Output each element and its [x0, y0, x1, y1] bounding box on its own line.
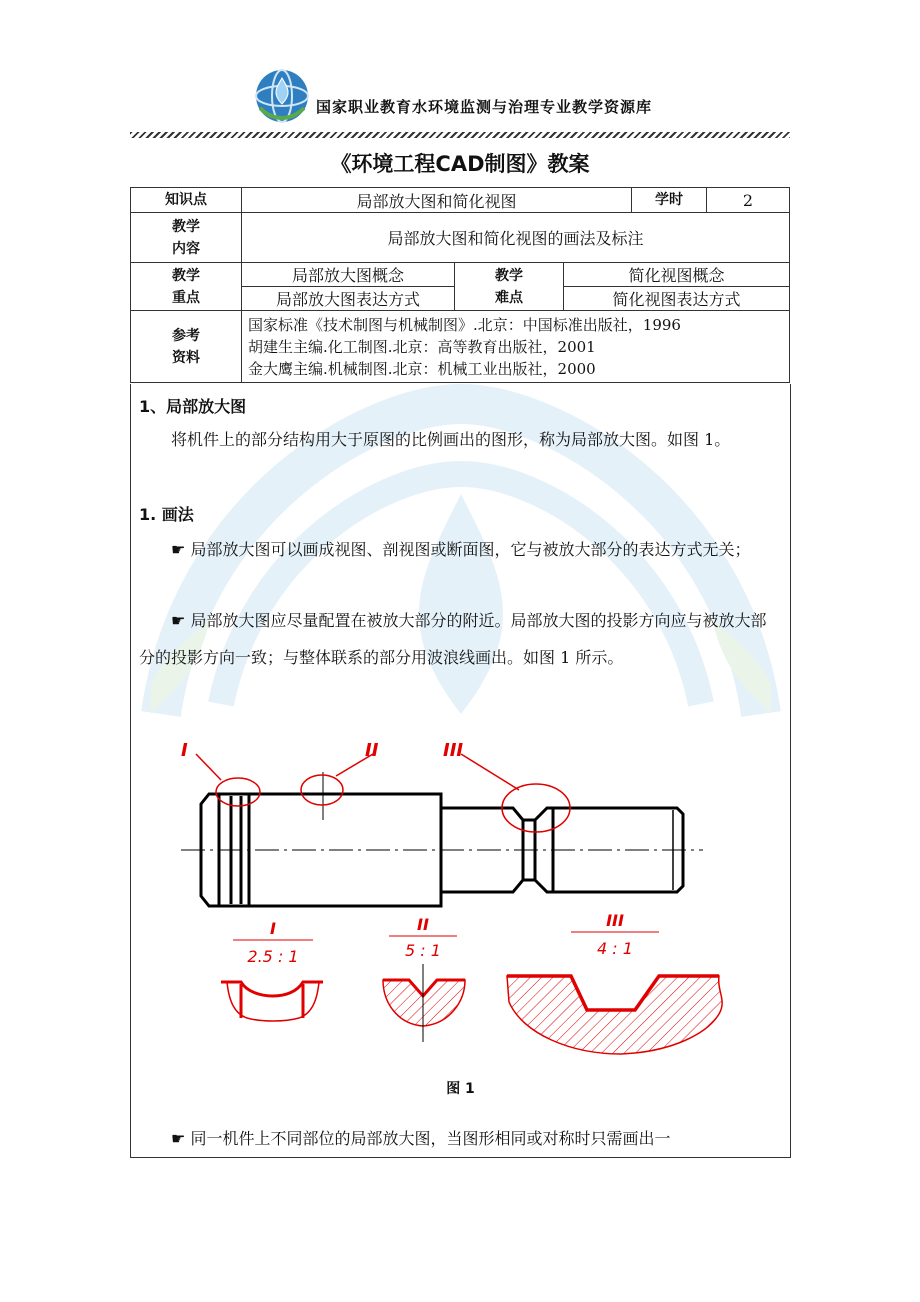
- globe-water-drop-logo: [254, 68, 310, 124]
- detail-scale: 5 : 1: [405, 941, 441, 960]
- reference-item: 国家标准《技术制图与机械制图》.北京：中国标准出版社，1996: [248, 315, 681, 334]
- difficulty-label-line-1: 教学: [495, 267, 523, 284]
- detail-iii: [507, 976, 722, 1054]
- difficulty-label: [455, 263, 564, 311]
- detail-scale: 2.5 : 1: [247, 947, 299, 966]
- references-list: [242, 311, 790, 383]
- bullet-text: 局部放大图应尽量配置在被放大部分的附近。局部放大图的投影方向应与被放大部分的投影方向一致；与整体联系的部分用波浪线画出。如图 1 所示。: [139, 611, 767, 667]
- organization-name: 国家职业教育水环境监测与治理专业教学资源库: [316, 98, 653, 116]
- content-label-line-2: 内容: [172, 240, 200, 257]
- intro-paragraph: 将机件上的部分结构用大于原图的比例画出的图形，称为局部放大图。如图 1。: [171, 430, 731, 449]
- pointing-hand-icon: ☛: [171, 1129, 186, 1148]
- references-label-line-1: 参考: [172, 327, 200, 344]
- hours-label: 学时: [632, 188, 707, 213]
- detail-i: [221, 982, 323, 1021]
- focus-label-line-1: 教学: [172, 267, 200, 284]
- difficulty-item: 简化视图概念: [564, 263, 790, 287]
- lesson-info-table: [130, 187, 790, 383]
- detail-underlines: [233, 932, 659, 940]
- detail-scale-labels: [247, 911, 633, 966]
- focus-label: [131, 263, 242, 311]
- bullet-paragraph: [139, 1120, 775, 1157]
- focus-label-line-2: 重点: [172, 289, 200, 306]
- content-label-line-1: 教学: [172, 218, 200, 235]
- bullet-text: 同一机件上不同部位的局部放大图，当图形相同或对称时只需画出一: [190, 1129, 671, 1148]
- content-value: 局部放大图和简化视图的画法及标注: [242, 213, 790, 263]
- lesson-body: [130, 384, 791, 1158]
- hours-value: 2: [707, 188, 790, 213]
- figure-caption: 图 1: [446, 1081, 475, 1097]
- detail-title: III: [606, 911, 624, 930]
- detail-title: I: [270, 919, 276, 938]
- document-title: 《环境工程CAD制图》教案: [330, 152, 590, 176]
- pointing-hand-icon: ☛: [171, 540, 186, 559]
- partial-enlargement-figure: [151, 734, 751, 1074]
- section-heading: 1、局部放大图: [139, 397, 247, 416]
- bullet-text: 局部放大图可以画成视图、剖视图或断面图，它与被放大部分的表达方式无关；: [190, 540, 751, 559]
- reference-item: 胡建生主编.化工制图.北京：高等教育出版社，2001: [248, 337, 596, 356]
- pointing-hand-icon: ☛: [171, 611, 186, 630]
- focus-item: 局部放大图概念: [242, 263, 455, 287]
- bullet-paragraph: [139, 602, 775, 676]
- detail-scale: 4 : 1: [597, 939, 633, 958]
- knowledge-value: 局部放大图和简化视图: [242, 188, 632, 213]
- difficulty-item: 简化视图表达方式: [564, 287, 790, 311]
- bullet-paragraph: [139, 531, 775, 568]
- detail-labels: [181, 740, 463, 761]
- page-header: [0, 60, 920, 120]
- focus-item: 局部放大图表达方式: [242, 287, 455, 311]
- label-text: III: [443, 740, 464, 761]
- difficulty-label-line-2: 难点: [495, 289, 523, 306]
- label-text: II: [365, 740, 379, 761]
- header-divider: [130, 132, 790, 138]
- references-label: [131, 311, 242, 383]
- method-subheading: 1. 画法: [139, 505, 194, 524]
- label-text: I: [181, 740, 188, 761]
- detail-ii: [383, 964, 465, 1042]
- reference-item: 金大鹰主编.机械制图.北京：机械工业出版社，2000: [248, 359, 596, 378]
- detail-title: II: [417, 915, 429, 934]
- content-label: [131, 213, 242, 263]
- knowledge-label: 知识点: [131, 188, 242, 213]
- references-label-line-2: 资料: [172, 349, 200, 366]
